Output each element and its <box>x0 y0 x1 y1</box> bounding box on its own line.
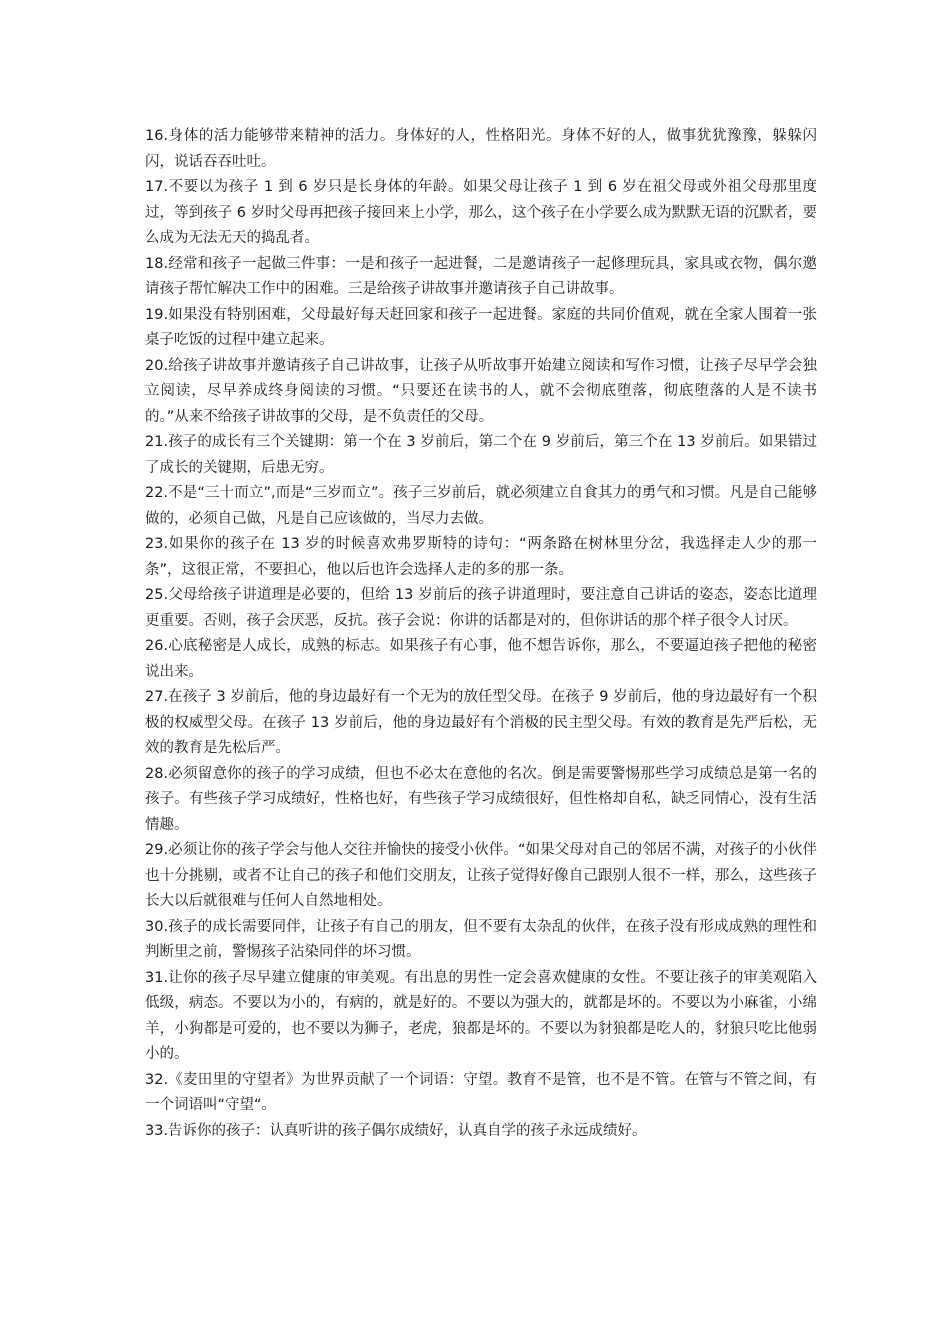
paragraph-26: 26.心底秘密是人成长，成熟的标志。如果孩子有心事，他不想告诉你，那么，不要逼迫孩子把他的秘密说出来。 <box>145 638 817 680</box>
paragraph-33: 33.告诉你的孩子：认真听讲的孩子偶尔成绩好，认真自学的孩子永远成绩好。 <box>145 1122 647 1139</box>
paragraph-16: 16.身体的活力能够带来精神的活力。身体好的人，性格阳光。身体不好的人，做事犹犹豫豫，躲躲闪闪，说话吞吞吐吐。 <box>145 128 817 170</box>
document-body <box>145 124 817 1144</box>
paragraph-18: 18.经常和孩子一起做三件事：一是和孩子一起进餐，二是邀请孩子一起修理玩具，家具或衣物，偶尔邀请孩子帮忙解决工作中的困难。三是给孩子讲故事并邀请孩子自己讲故事。 <box>145 255 817 297</box>
paragraph-19: 19.如果没有特别困难，父母最好每天赶回家和孩子一起进餐。家庭的共同价值观，就在全家人围着一张桌子吃饭的过程中建立起来。 <box>145 306 817 348</box>
paragraph-21: 21.孩子的成长有三个关键期：第一个在 3 岁前后，第二个在 9 岁前后，第三个在 13 岁前后。如果错过了成长的关键期，后患无穷。 <box>145 434 817 476</box>
paragraph-31: 31.让你的孩子尽早建立健康的审美观。有出息的男性一定会喜欢健康的女性。不要让孩子的审美观陷入低级，病态。不要以为小的，有病的，就是好的。不要以为强大的，就都是坏的。不要以为小麻雀，小绵羊，小狗都是可爱的，也不要以为狮子，老虎，狼都是坏的。不要以为豺狼都是吃人的，豺狼只吃比他弱小的。 <box>145 969 817 1062</box>
paragraph-22: 22.不是“三十而立”,而是“三岁而立”。孩子三岁前后，就必须建立自食其力的勇气和习惯。凡是自己能够做的，必须自己做，凡是自己应该做的，当尽力去做。 <box>145 485 817 527</box>
paragraph-25: 25.父母给孩子讲道理是必要的，但给 13 岁前后的孩子讲道理时，要注意自己讲话的姿态，姿态比道理更重要。否则，孩子会厌恶，反抗。孩子会说：你讲的话都是对的，但你讲话的那个样子很令人讨厌。 <box>145 587 817 629</box>
paragraph-23: 23.如果你的孩子在 13 岁的时候喜欢弗罗斯特的诗句：“两条路在树林里分岔，我选择走人少的那一条”，这很正常，不要担心，他以后也许会选择人走的多的那一条。 <box>145 536 817 578</box>
paragraph-29: 29.必须让你的孩子学会与他人交往并愉快的接受小伙伴。“如果父母对自己的邻居不满，对孩子的小伙伴也十分挑剔，或者不让自己的孩子和他们交朋友，让孩子觉得好像自己跟别人很不一样，那么，这些孩子长大以后就很难与任何人自然地相处。 <box>145 842 817 909</box>
paragraph-27: 27.在孩子 3 岁前后，他的身边最好有一个无为的放任型父母。在孩子 9 岁前后，他的身边最好有一个积极的权威型父母。在孩子 13 岁前后，他的身边最好有个消极的民主型父母。有效的教育是先严后松，无效的教育是先松后严。 <box>145 689 817 756</box>
paragraph-32: 32.《麦田里的守望者》为世界贡献了一个词语：守望。教育不是管，也不是不管。在管与不管之间，有一个词语叫“守望“。 <box>145 1071 817 1113</box>
paragraph-30: 30.孩子的成长需要同伴，让孩子有自己的朋友，但不要有太杂乱的伙伴，在孩子没有形成成熟的理性和判断里之前，警惕孩子沾染同伴的坏习惯。 <box>145 918 817 960</box>
paragraph-28: 28.必须留意你的孩子的学习成绩，但也不必太在意他的名次。倒是需要警惕那些学习成绩总是第一名的孩子。有些孩子学习成绩好，性格也好，有些孩子学习成绩很好，但性格却自私，缺乏同情心，没有生活情趣。 <box>145 765 817 833</box>
paragraph-17: 17.不要以为孩子 1 到 6 岁只是长身体的年龄。如果父母让孩子 1 到 6 岁在祖父母或外祖父母那里度过，等到孩子 6 岁时父母再把孩子接回来上小学，那么，这个孩子在小学要么成为默默无语的沉默者，要么成为无法无天的捣乱者。 <box>145 179 817 246</box>
paragraph-20: 20.给孩子讲故事并邀请孩子自己讲故事，让孩子从听故事开始建立阅读和写作习惯，让孩子尽早学会独立阅读，尽早养成终身阅读的习惯。“只要还在读书的人，就不会彻底堕落，彻底堕落的人是不读书的。”从来不给孩子讲故事的父母，是不负责任的父母。 <box>145 357 817 425</box>
